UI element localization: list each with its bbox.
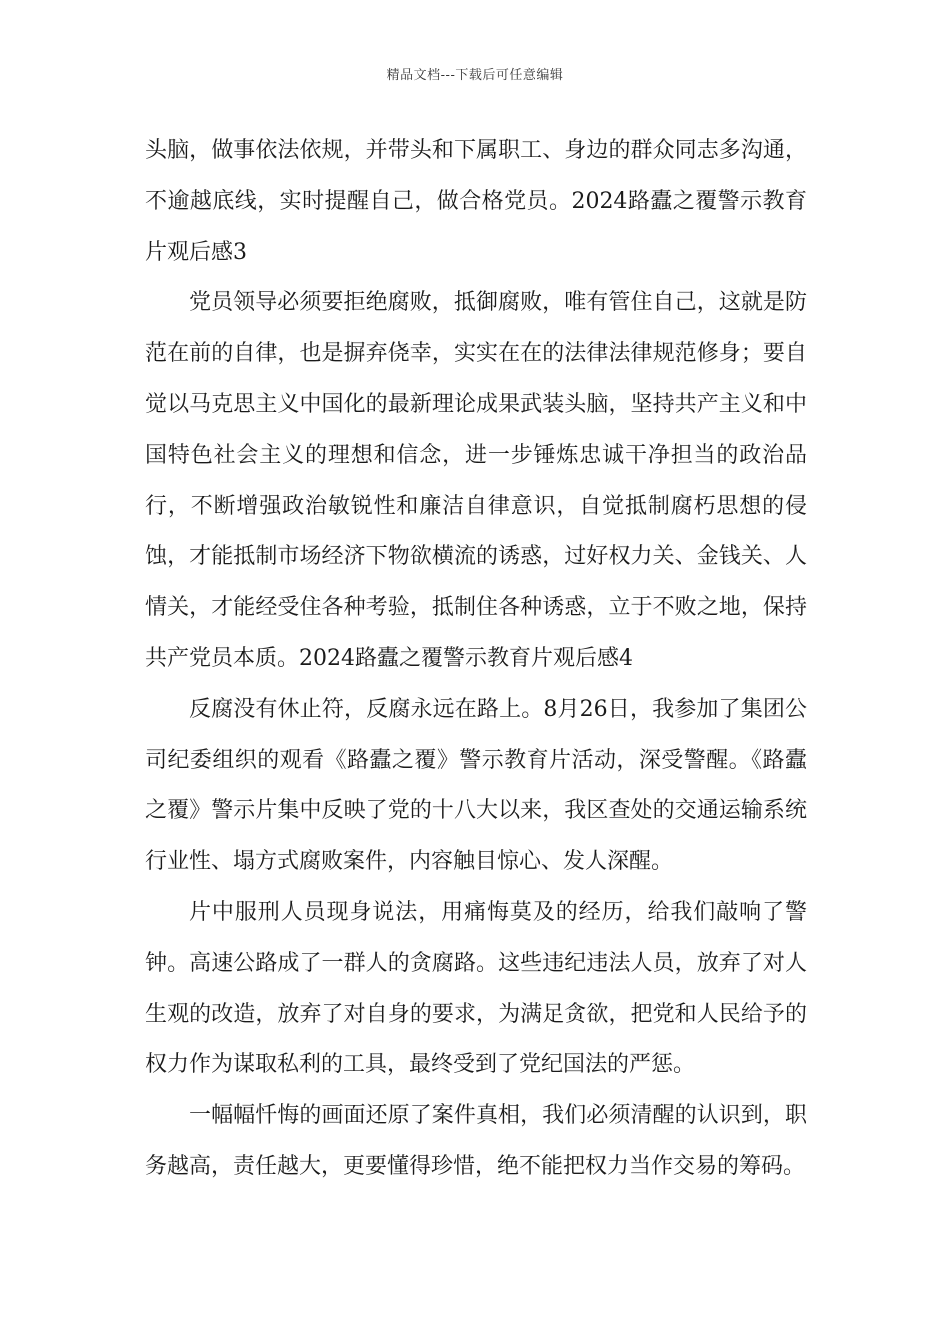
paragraph-4: 片中服刑人员现身说法，用痛悔莫及的经历，给我们敲响了警钟。高速公路成了一群人的贪腐路。这些违纪违法人员，放弃了对人生观的改造，放弃了对自身的要求，为满足贪欲，把党和人民给予的权力作为谋取私利的工具，最终受到了党纪国法的严惩。 — [145, 899, 807, 1078]
paragraph-2: 党员领导必须要拒绝腐败，抵御腐败，唯有管住自己，这就是防范在前的自律，也是摒弃侥幸，实实在在的法律法律规范修身；要自觉以马克思主义中国化的最新理论成果武装头脑，坚持共产主义和中国特色社会主义的理想和信念，进一步锤炼忠诚干净担当的政治品行，不断增强政治敏锐性和廉洁自律意识，自觉抵制腐朽思想的侵蚀，才能抵制市场经济下物欲横流的诱惑，过好权力关、金钱关、人情关，才能经受住各种考验，抵制住各种诱惑，立于不败之地，保持共产党员本质。2024路蠹之覆警示教育片观后感4 — [145, 290, 807, 671]
paragraph-5: 一幅幅忏悔的画面还原了案件真相，我们必须清醒的认识到，职务越高，责任越大，更要懂得珍惜，绝不能把权力当作交易的筹码。 — [145, 1103, 807, 1179]
paragraph-3: 反腐没有休止符，反腐永远在路上。8月26日，我参加了集团公司纪委组织的观看《路蠹之覆》警示教育片活动，深受警醒。《路蠹之覆》警示片集中反映了党的十八大以来，我区查处的交通运输系统行业性、塌方式腐败案件，内容触目惊心、发人深醒。 — [145, 696, 807, 875]
document-body — [145, 126, 807, 1193]
page-header: 精品文档---下载后可任意编辑 — [386, 68, 564, 83]
paragraph-1: 头脑，做事依法依规，并带头和下属职工、身边的群众同志多沟通，不逾越底线，实时提醒自己，做合格党员。2024路蠹之覆警示教育片观后感3 — [145, 138, 807, 265]
